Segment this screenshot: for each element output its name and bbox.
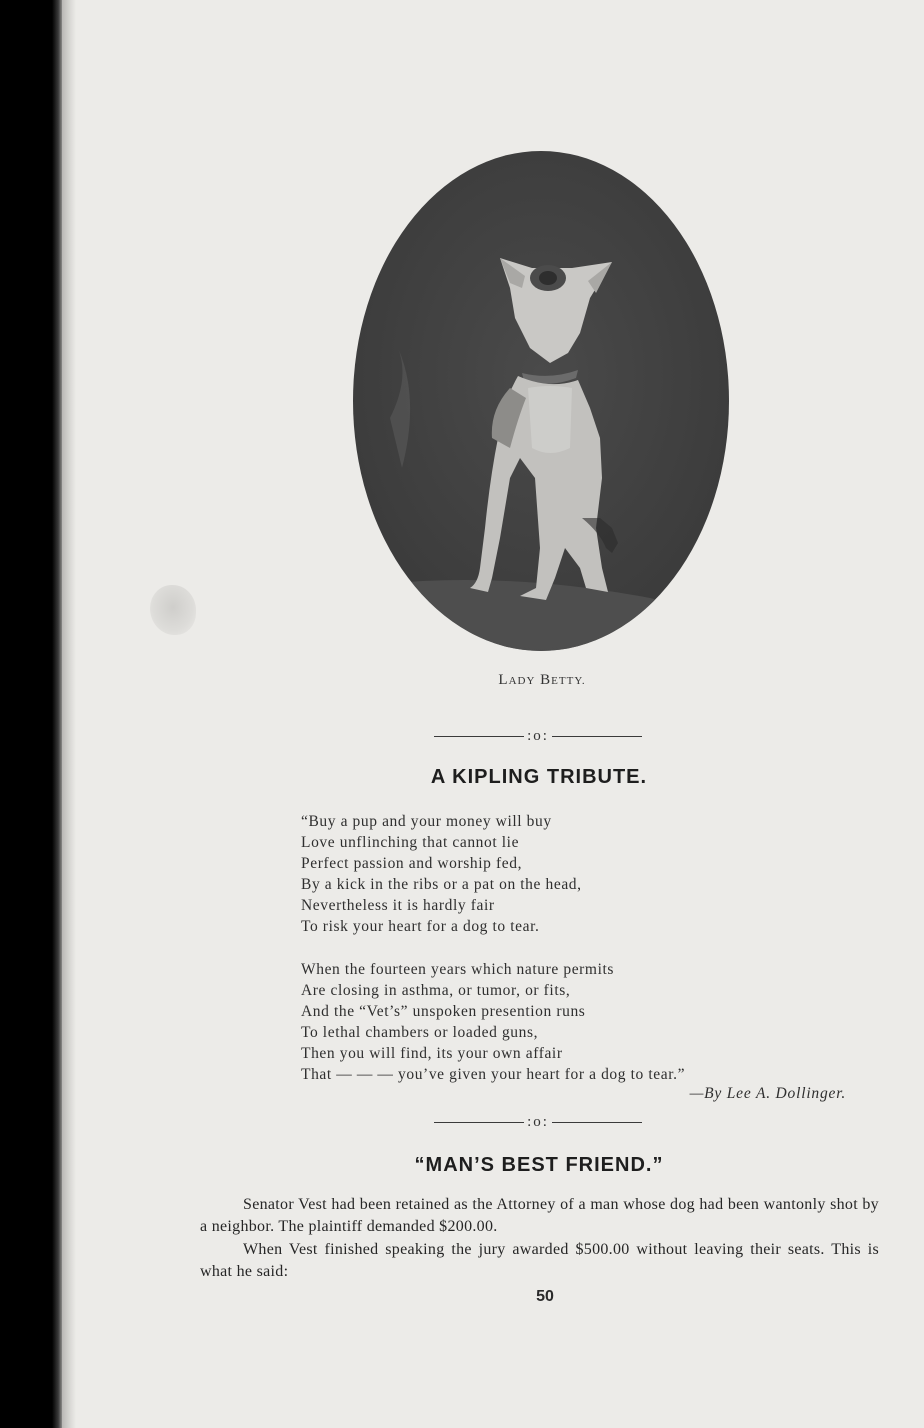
poem bbox=[301, 811, 861, 1085]
poem-attribution: —By Lee A. Dollinger. bbox=[689, 1085, 846, 1102]
poem-line: Then you will find, its your own affair bbox=[301, 1045, 563, 1062]
poem-line: Nevertheless it is hardly fair bbox=[301, 897, 495, 914]
section-divider bbox=[434, 725, 642, 747]
section-divider bbox=[434, 1111, 642, 1133]
section-title: A KIPLING TRIBUTE. bbox=[430, 766, 648, 788]
poem-line: “Buy a pup and your money will buy bbox=[301, 813, 552, 830]
poem-line: By a kick in the ribs or a pat on the head, bbox=[301, 876, 582, 893]
poem-line: When the fourteen years which nature permits bbox=[301, 961, 615, 978]
poem-line: And the “Vet’s” unspoken presention runs bbox=[301, 1003, 586, 1020]
page-gutter bbox=[62, 0, 76, 1428]
divider-ornament: :o: bbox=[527, 1113, 549, 1130]
paper-stain bbox=[150, 585, 196, 635]
section-title: “MAN’S BEST FRIEND.” bbox=[414, 1154, 664, 1176]
poem-line: Love unflinching that cannot lie bbox=[301, 834, 520, 851]
paragraph: Senator Vest had been retained as the Attorney of a man whose dog had been wantonly shot by a neighbor. The plaintiff demanded $200.00. bbox=[200, 1196, 879, 1235]
paragraph: When Vest finished speaking the jury awarded $500.00 without leaving their seats. This is what he said: bbox=[200, 1241, 879, 1280]
poem-line: Are closing in asthma, or tumor, or fits, bbox=[301, 982, 571, 999]
book-binding-shadow bbox=[0, 0, 62, 1428]
divider-ornament: :o: bbox=[527, 727, 549, 744]
poem-line: That — — — you’ve given your heart for a dog to tear.” bbox=[301, 1066, 686, 1083]
poem-line: To risk your heart for a dog to tear. bbox=[301, 918, 540, 935]
poem-line: To lethal chambers or loaded guns, bbox=[301, 1024, 539, 1041]
page-number: 50 bbox=[536, 1288, 554, 1305]
poem-line: Perfect passion and worship fed, bbox=[301, 855, 523, 872]
article-body bbox=[200, 1194, 879, 1284]
caption-text: LADY BETTY. bbox=[498, 672, 586, 688]
photo-caption bbox=[430, 672, 654, 689]
dog-photo bbox=[350, 148, 732, 654]
